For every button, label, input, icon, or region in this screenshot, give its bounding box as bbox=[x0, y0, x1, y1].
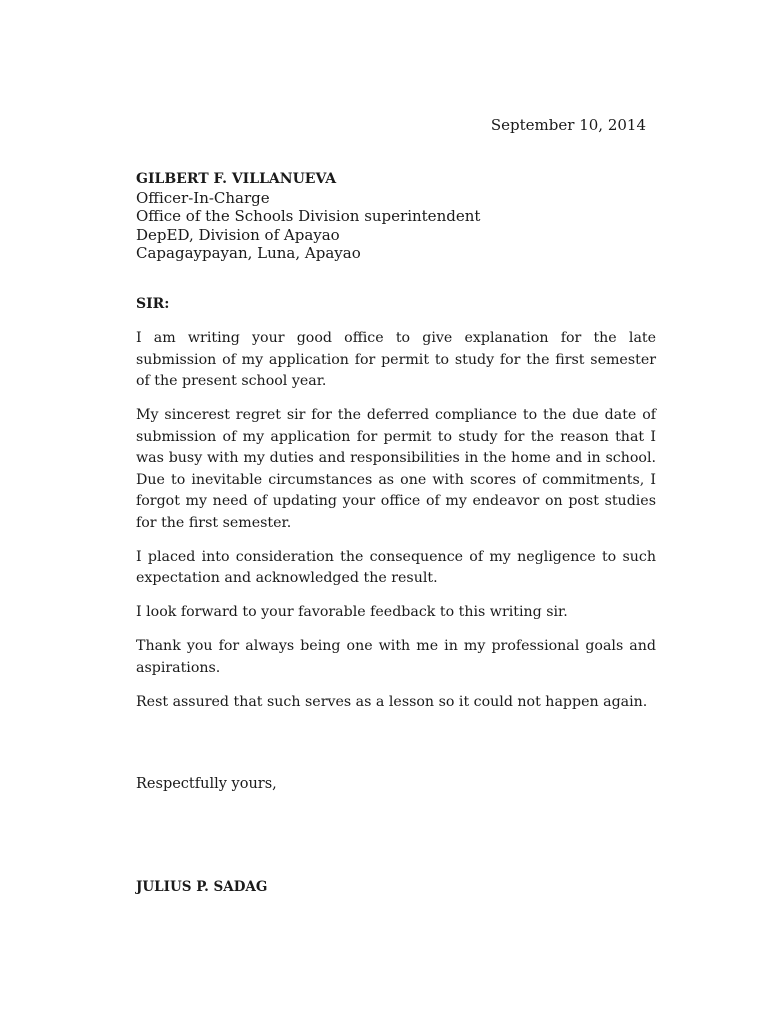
body-paragraph: I placed into consideration the consequence of my negligence to such expectation and acknowledged the result. bbox=[136, 548, 656, 586]
recipient-address: Capagaypayan, Luna, Apayao bbox=[136, 244, 361, 262]
signatory-name: JULIUS P. SADAG bbox=[136, 879, 268, 895]
recipient-division: DepED, Division of Apayao bbox=[136, 225, 340, 244]
body-paragraph: My sincerest regret sir for the deferred compliance to the due date of submission of my application for permit to study for the reason that I was busy with my duties and responsibilities in the home and in school. Due to inevitable circumstances as one with scores of commitments, I forgot my need of updating your office of my endeavor on post studies for the first semester. bbox=[136, 407, 656, 531]
recipient-office: Office of the Schools Division superintendent bbox=[136, 207, 481, 225]
body-paragraph: Thank you for always being one with me in my professional goals and aspirations. bbox=[136, 638, 656, 676]
recipient-position: Officer-In-Charge bbox=[136, 188, 270, 207]
letter-date: September 10, 2014 bbox=[490, 116, 646, 134]
body-paragraph: Rest assured that such serves as a lesson so it could not happen again. bbox=[136, 693, 648, 710]
salutation: SIR: bbox=[136, 296, 170, 312]
letter-body bbox=[136, 328, 656, 726]
body-paragraph: I look forward to your favorable feedback to this writing sir. bbox=[136, 604, 568, 620]
body-paragraph: I am writing your good office to give explanation for the late submission of my application for permit to study for the first semester of the present school year. bbox=[136, 330, 656, 389]
recipient-name: GILBERT F. VILLANUEVA bbox=[136, 171, 337, 187]
complimentary-closing: Respectfully yours, bbox=[136, 776, 277, 792]
recipient-address-block bbox=[136, 170, 656, 263]
